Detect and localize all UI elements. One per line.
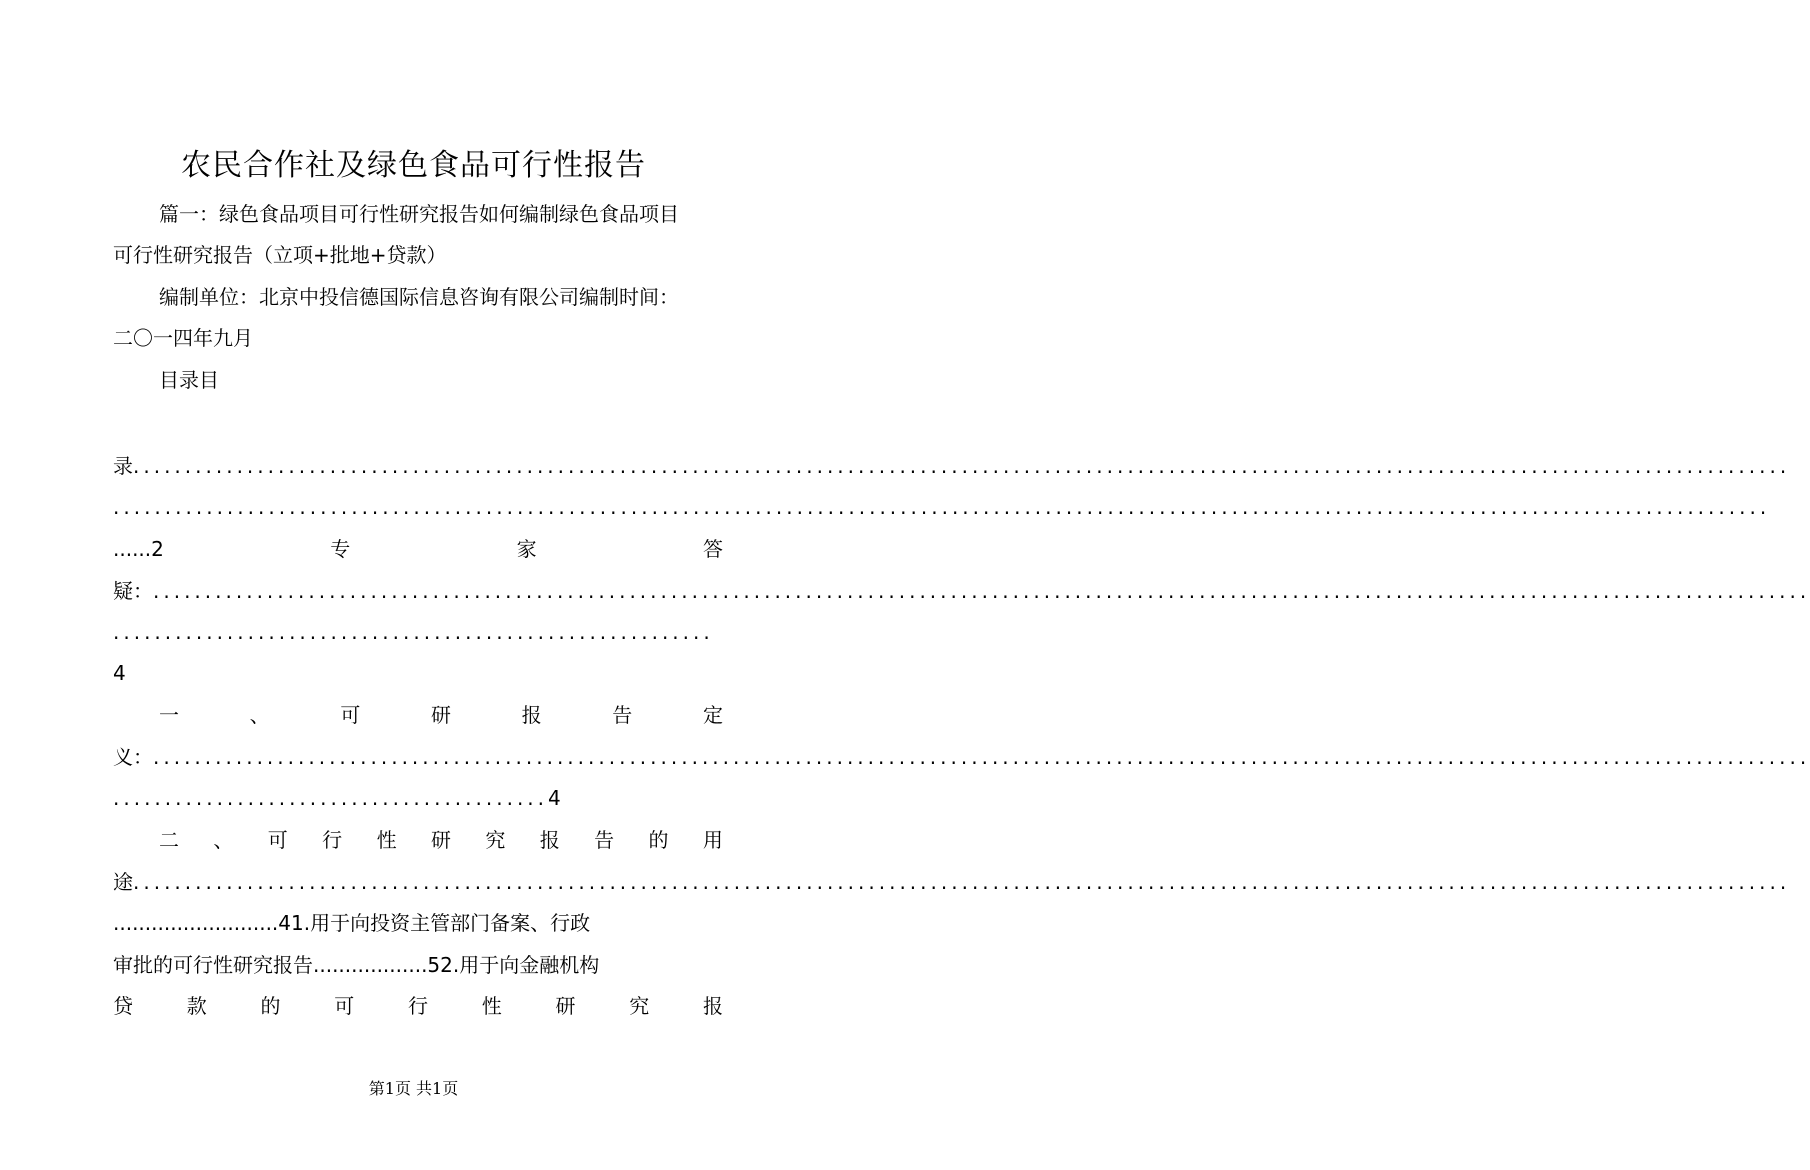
toc-entry-expert-qa-cont (113, 577, 1810, 605)
toc-entry-usage-line (113, 826, 723, 854)
toc-leader-dots: ................................................................................................................................................................ (133, 870, 1791, 894)
toc-char: 可 (267, 828, 288, 852)
toc-entry-definition-line (113, 701, 723, 729)
toc-char: 二 (159, 828, 179, 852)
toc-leader-dots: ................................................................................................................................................................ (113, 495, 1771, 519)
toc-entry-usage-cont (113, 868, 1791, 896)
toc-char: 定 (702, 703, 723, 727)
toc-char: 可 (340, 703, 361, 727)
toc-char: 的 (260, 994, 281, 1018)
toc-char: 的 (648, 828, 669, 852)
toc-char: 款 (186, 994, 207, 1018)
page-footer: 第1页 共1页 (368, 1079, 459, 1098)
toc-char: 行 (322, 828, 343, 852)
toc-char: 报 (703, 994, 723, 1018)
toc-entry-expert-qa-line (113, 535, 723, 563)
toc-leader-dots: ................................................................................................................................................................ (153, 579, 1810, 603)
toc-char: 行 (408, 994, 428, 1018)
toc-entry-filing: ..........................41.用于向投资主管部门备案、行政 (113, 911, 591, 935)
document-title: 农民合作社及绿色食品可行性报告 (181, 148, 646, 183)
toc-char: 性 (376, 828, 397, 852)
toc-char: 究 (629, 994, 650, 1018)
toc-char: 告 (612, 703, 633, 727)
toc-leader-line: .......................................................... (113, 620, 714, 644)
toc-heading: 目录目 (159, 368, 219, 392)
toc-leader-line (113, 493, 1771, 521)
toc-page-number: 4 (113, 661, 126, 685)
paragraph-2-line-2: 二〇一四年九月 (113, 326, 253, 350)
paragraph-1-line-2: 可行性研究报告（立项+批地+贷款） (113, 243, 447, 267)
toc-word: 答 (703, 537, 723, 561)
toc-entry-label: 录 (113, 454, 133, 478)
paragraph-2-line-1: 编制单位：北京中投信德国际信息咨询有限公司编制时间： (159, 285, 679, 309)
toc-char: 报 (521, 703, 542, 727)
toc-char: 究 (485, 828, 506, 852)
toc-entry-label: 疑： (113, 579, 153, 603)
toc-leader-line: ..........................................4 (113, 786, 565, 810)
toc-page-number: ......2 (113, 537, 164, 561)
toc-char: 、 (213, 828, 234, 852)
toc-leader-dots: ................................................................................................................................................................ (133, 454, 1791, 478)
toc-char: 、 (249, 703, 270, 727)
toc-word: 专 (330, 537, 351, 561)
toc-char: 报 (539, 828, 560, 852)
toc-char: 用 (702, 828, 723, 852)
paragraph-1-line-1: 篇一：绿色食品项目可行性研究报告如何编制绿色食品项目 (159, 202, 679, 226)
toc-char: 告 (594, 828, 615, 852)
toc-entry-approval: 审批的可行性研究报告..................52.用于向金融机构 (113, 953, 600, 977)
toc-entry-label: 义： (113, 745, 153, 769)
toc-entry-contents (113, 452, 1791, 480)
toc-entry-definition-cont (113, 743, 1810, 771)
toc-char: 贷 (113, 994, 133, 1018)
toc-char: 研 (555, 994, 576, 1018)
toc-leader-dots: ................................................................................................................................................................ (153, 745, 1810, 769)
toc-word: 家 (516, 537, 537, 561)
toc-char: 可 (334, 994, 355, 1018)
toc-entry-loan-line (113, 992, 723, 1020)
toc-char: 性 (481, 994, 502, 1018)
toc-char: 研 (430, 828, 451, 852)
toc-entry-label: 途 (113, 870, 133, 894)
toc-char: 研 (430, 703, 451, 727)
toc-char: 一 (159, 703, 179, 727)
